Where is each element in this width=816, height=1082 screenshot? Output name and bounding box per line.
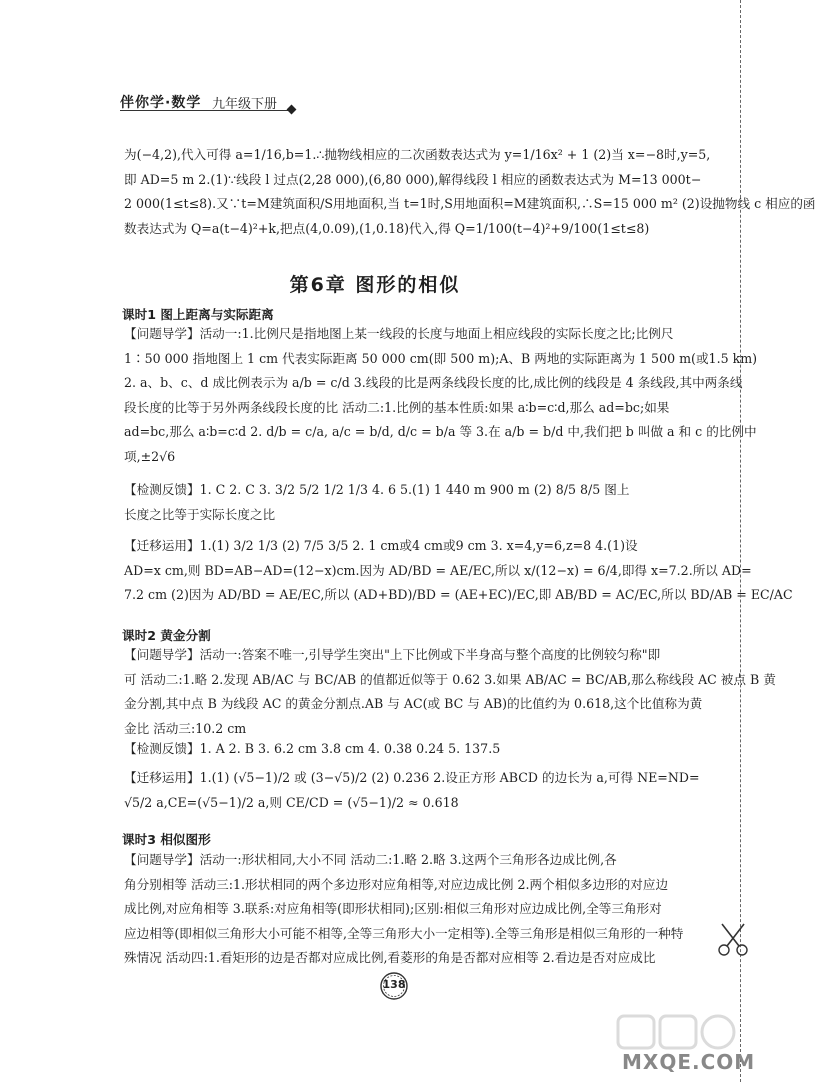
text-line: 殊情况 活动四:1.看矩形的边是否都对应成比例,看菱形的角是否都对应相等 2.看边是否对应成比: [124, 950, 656, 965]
text-line: 【检测反馈】1. A 2. B 3. 6.2 cm 3.8 cm 4. 0.38 0.24 5. 137.5: [124, 741, 501, 756]
book-grade: 九年级下册: [212, 97, 278, 112]
text-line: 可 活动二:1.略 2.发现 AB/AC 与 BC/AB 的值都近似等于 0.62 3.如果 AB/AC = BC/AB,那么称线段 AC 被点 B 黄: [124, 671, 776, 687]
lesson2-guide: [124, 643, 776, 741]
scissors-icon: [716, 920, 750, 960]
text-line: 7.2 cm (2)因为 AD/BD = AE/EC,所以 (AD+BD)/BD = (AE+EC)/EC,即 AB/BD = AC/EC,所以 BD/AB = EC/AC: [124, 587, 793, 602]
text-line: 【检测反馈】1. C 2. C 3. 3/2 5/2 1/2 1/3 4. 6 5.(1) 1 440 m 900 m (2) 8/5 8/5 图上: [124, 482, 630, 497]
text-line: 角分别相等 活动三:1.形状相同的两个多边形对应角相等,对应边成比例 2.两个相似多边形的对应边: [124, 876, 669, 892]
text-line: 1∶50 000 指地图上 1 cm 代表实际距离 50 000 cm(即 500 m);A、B 两地的实际距离为 1 500 m(或1.5 km): [124, 350, 758, 366]
text-line: 即 AD=5 m 2.(1)∵线段 l 过点(2,28 000),(6,80 000),解得线段 l 相应的函数表达式为 M=13 000t−: [124, 171, 702, 187]
text-line: 项,±2√6: [124, 448, 176, 464]
lesson2-apply: [124, 766, 700, 815]
lesson1-apply: [124, 534, 793, 608]
lesson-title: 课时3 相似图形: [122, 832, 211, 847]
lesson2-check: [124, 737, 636, 762]
text-line: 应边相等(即相似三角形大小可能不相等,全等三角形大小一定相等).全等三角形是相似三角形的一种特: [124, 925, 684, 941]
chapter-title: 第6章 图形的相似: [289, 274, 461, 296]
text-line: 为(−4,2),代入可得 a=1/16,b=1.∴抛物线相应的二次函数表达式为 y=1/16x² + 1 (2)当 x=−8时,y=5,: [124, 147, 711, 162]
text-line: AD=x cm,则 BD=AB−AD=(12−x)cm.因为 AD/BD = AE/EC,所以 x/(12−x) = 6/4,即得 x=7.2.所以 AD=: [124, 562, 752, 578]
running-header: [120, 92, 640, 114]
diamond-icon: [287, 105, 297, 115]
text-line: ad=bc,那么 a∶b=c∶d 2. d/b = c/a, a/c = b/d, d/c = b/a 等 3.在 a/b = b/d 中,我们把 b 叫做 a 和 c 的比例中: [124, 424, 757, 439]
lesson3-guide: [124, 848, 684, 971]
lesson-title: 课时1 图上距离与实际距离: [122, 307, 274, 322]
lesson-title: 课时2 黄金分割: [122, 628, 211, 643]
page-number: 138: [382, 978, 406, 991]
text-line: √5/2 a,CE=(√5−1)/2 a,则 CE/CD = (√5−1)/2 ≈ 0.618: [124, 794, 459, 810]
text-line: 段长度的比等于另外两条线段长度的比 活动二:1.比例的基本性质:如果 a∶b=c∶d,那么 ad=bc;如果: [124, 399, 670, 415]
text-line: 金分割,其中点 B 为线段 AC 的黄金分割点.AB 与 AC(或 BC 与 AB)的比值约为 0.618,这个比值称为黄: [124, 696, 703, 711]
book-brand: 伴你学·数学: [120, 95, 202, 111]
lesson1-check: [124, 478, 636, 527]
text-line: 数表达式为 Q=a(t−4)²+k,把点(4,0.09),(1,0.18)代入,得 Q=1/100(t−4)²+9/100(1≤t≤8): [124, 220, 650, 236]
text-line: 【迁移运用】1.(1) 3/2 1/3 (2) 7/5 3/5 2. 1 cm或4 cm或9 cm 3. x=4,y=6,z=8 4.(1)设: [124, 538, 638, 553]
text-line: 【问题导学】活动一:1.比例尺是指地图上某一线段的长度与地面上相应线段的实际长度之比;比例尺: [124, 326, 674, 341]
intro-answers: [124, 143, 816, 241]
text-line: 金比 活动三:10.2 cm: [124, 720, 247, 736]
lesson1-guide: [124, 322, 758, 469]
text-line: 【问题导学】活动一:形状相同,大小不同 活动二:1.略 2.略 3.这两个三角形各边成比例,各: [124, 852, 617, 867]
text-line: 【迁移运用】1.(1) (√5−1)/2 或 (3−√5)/2 (2) 0.236 2.设正方形 ABCD 的边长为 a,可得 NE=ND=: [124, 770, 700, 785]
text-line: 成比例,对应角相等 3.联系:对应角相等(即形状相同);区别:相似三角形对应边成比例,全等三角形对: [124, 901, 662, 916]
watermark-text: MXQE.COM: [622, 1050, 756, 1074]
text-line: 长度之比等于实际长度之比: [124, 506, 276, 522]
header-rule: [120, 110, 292, 111]
text-line: 【问题导学】活动一:答案不唯一,引导学生突出"上下比例或下半身高与整个高度的比例较匀称"即: [124, 647, 661, 662]
text-line: 2. a、b、c、d 成比例表示为 a/b = c/d 3.线段的比是两条线段长度的比,成比例的线段是 4 条线段,其中两条线: [124, 375, 743, 390]
text-line: 2 000(1≤t≤8).又∵t=M建筑面积/S用地面积,当 t=1时,S用地面积=M建筑面积,∴S=15 000 m² (2)设抛物线 c 相应的函: [124, 196, 816, 211]
